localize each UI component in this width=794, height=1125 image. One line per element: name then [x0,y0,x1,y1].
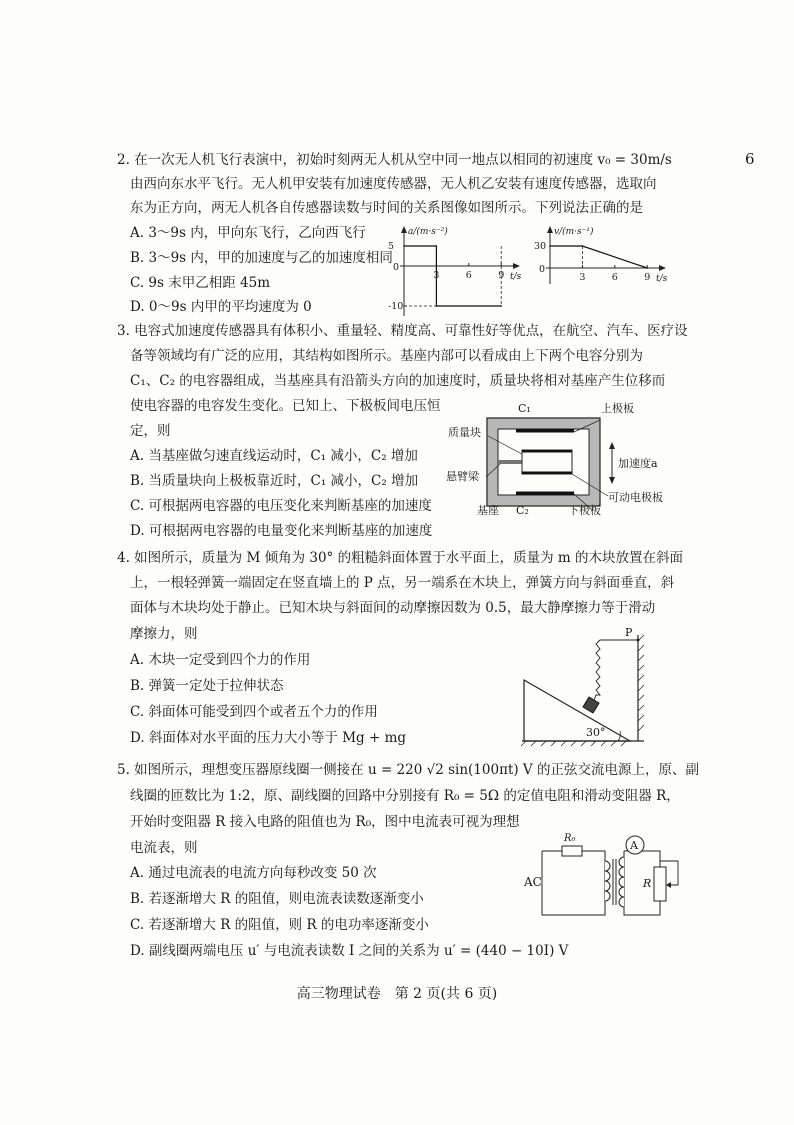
rheostat-r [654,867,666,901]
movable-plate-bottom [522,472,572,475]
origin-label: 0 [393,262,400,273]
upper-plate [516,429,574,433]
data-point [403,245,405,247]
y-axis-arrow [401,226,407,233]
q2-option-a: A. 3～9s 内，甲向东飞行，乙向西飞行 [130,225,366,241]
x-tick-label: 9 [644,272,651,283]
secondary-coil [619,857,624,907]
label-ac: AC [524,875,542,889]
series-line [404,246,501,306]
q2-stem-line-1: 2. 在一次无人机飞行表演中，初始时刻两无人机从空中同一地点以相同的初速度 v₀ = 30m/s [117,152,672,168]
series-line [550,246,647,268]
y-axis-arrow [547,226,553,233]
q3-option-d: D. 可根据两电容器的电量变化来判断基座的加速度 [130,523,433,539]
y-axis-label: a/(m·s⁻²) [408,227,448,237]
q3-option-b: B. 当质量块向上极板靠近时，C₁ 减小，C₂ 增加 [130,473,419,489]
x-tick-label: 6 [465,270,472,281]
data-point [646,267,648,269]
x-axis-label: t/s [656,274,668,284]
q3-stem-line-2: 备等领域均有广泛的应用，其结构如图所示。基座内部可以看成由上下两个电容分别为 [130,348,643,364]
resistor-r0 [562,846,582,856]
label-angle: 30° [586,726,606,739]
data-point [500,305,502,307]
label-base: 基座 [477,504,499,517]
q2-stem-line-3: 东为正方向，两无人机各自传感器读数与时间的关系图像如图所示。下列说法正确的是 [130,200,643,216]
rheostat-slider-arrow [666,882,671,888]
acceleration-time-chart [382,222,522,322]
label-p: P [625,626,633,639]
y-axis-label: v/(m·s⁻¹) [554,227,594,237]
x-tick-label: 3 [433,270,440,281]
q4-option-b: B. 弹簧一定处于拉伸状态 [130,678,284,694]
y-tick-label: 5 [388,241,395,252]
page-corner-number: 6 [745,150,755,168]
x-axis-arrow [659,265,666,271]
angle-arc [618,731,620,741]
movable-plate-top [522,450,572,453]
q5-stem-line-3: 开始时变阻器 R 接入电路的阻值也为 R₀，图中电流表可视为理想 [130,814,520,830]
wall-hatching [638,635,644,731]
q3-stem-line-3: C₁、C₂ 的电容器组成，当基座具有沿箭头方向的加速度时，质量块将相对基座产生位移而 [130,373,666,389]
q4-stem-line-2: 上，一根轻弹簧一端固定在竖直墙上的 P 点，另一端系在木块上，弹簧方向与斜面垂直，斜 [130,575,675,591]
capacitive-sensor-figure [440,398,680,523]
q4-option-d: D. 斜面体对水平面的压力大小等于 Mg + mg [130,730,407,746]
label-upper-plate: 上极板 [601,402,634,415]
mass-block [522,450,572,474]
wooden-block [583,697,599,713]
accel-arrow-down-head [609,477,615,484]
label-r: R [643,877,652,890]
cantilever-beam [498,460,522,464]
label-accel: 加速度a [618,457,658,470]
q4-stem-line-4: 摩擦力，则 [130,626,198,642]
label-c2: C₂ [516,504,529,517]
y-tick-label: 30 [534,241,547,252]
spring [594,640,638,700]
x-tick-label: 6 [611,272,618,283]
primary-coil [605,861,610,901]
point-p [637,639,640,642]
q5-option-d: D. 副线圈两端电压 u′ 与电流表读数 I 之间的关系为 u′ = (440 − 10I) V [130,943,569,959]
origin-label: 0 [539,264,546,275]
label-mass-block: 质量块 [448,426,481,439]
q2-option-b: B. 3～9s 内，甲的加速度与乙的加速度相同 [130,250,393,266]
q3-stem-line-5: 定，则 [130,423,171,439]
q5-stem-line-2: 线圈的匝数比为 1:2，原、副线圈的回路中分别接有 R₀ = 5Ω 的定值电阻和滑动变阻器 R， [130,788,680,804]
lower-plate [516,492,574,496]
transformer-circuit-figure [520,823,695,923]
q4-option-c: C. 斜面体可能受到四个或者五个力的作用 [130,704,378,720]
y-tick-label: -10 [388,301,404,312]
incline [524,680,630,741]
data-point [436,305,438,307]
q5-stem-line-1: 5. 如图所示，理想变压器原线圈一侧接在 u = 220 √2 sin(100πt) V 的正弦交流电源上，原、副 [117,762,699,778]
x-axis-arrow [513,263,520,269]
velocity-time-chart [528,222,668,292]
accel-arrow-up-head [609,442,615,449]
x-tick-label: 3 [579,272,586,283]
x-tick-label: 9 [498,270,505,281]
q2-option-d: D. 0～9s 内甲的平均速度为 0 [130,299,312,315]
incline-spring-figure [520,625,660,750]
q2-stem-line-2: 由西向东水平飞行。无人机甲安装有加速度传感器，无人机乙安装有速度传感器，选取向 [130,176,657,192]
q5-option-b: B. 若逐渐增大 R 的阻值，则电流表读数逐渐变小 [130,891,424,907]
primary-loop [542,851,605,915]
q4-stem-line-1: 4. 如图所示，质量为 M 倾角为 30° 的粗糙斜面体置于水平面上，质量为 m 的木块放置在斜面 [117,550,683,566]
label-c1: C₁ [518,402,531,415]
q3-option-c: C. 可根据两电容器的电压变化来判断基座的加速度 [130,498,432,514]
q3-stem-line-4: 使电容器的电容发生变化。已知上、下极板间电压恒 [130,398,441,414]
q5-option-a: A. 通过电流表的电流方向每秒改变 50 次 [130,865,377,881]
data-point [582,245,584,247]
q5-option-c: C. 若逐渐增大 R 的阻值，则 R 的电功率逐渐变小 [130,917,429,933]
q5-stem-line-4: 电流表，则 [130,840,198,856]
q3-option-a: A. 当基座做匀速直线运动时，C₁ 减小，C₂ 增加 [130,448,418,464]
data-point [549,245,551,247]
label-cantilever: 悬臂梁 [446,470,479,483]
q4-option-a: A. 木块一定受到四个力的作用 [130,652,311,668]
label-lower-plate: 下极板 [568,504,601,517]
label-ammeter: A [630,839,638,852]
label-movable-plate: 可动电极板 [608,491,663,504]
q4-stem-line-3: 面体与木块均处于静止。已知木块与斜面间的动摩擦因数为 0.5，最大静摩擦力等于滑动 [130,600,656,616]
q2-option-c: C. 9s 末甲乙相距 45m [130,275,271,291]
x-axis-label: t/s [510,272,522,282]
page-footer: 高三物理试卷 第 2 页(共 6 页) [296,986,498,1002]
ground-hatching [521,741,626,746]
data-point [436,245,438,247]
q3-stem-line-1: 3. 电容式加速度传感器具有体积小、重量轻、精度高、可靠性好等优点，在航空、汽车、医疗设 [117,323,688,339]
label-r0: R₀ [564,833,576,844]
